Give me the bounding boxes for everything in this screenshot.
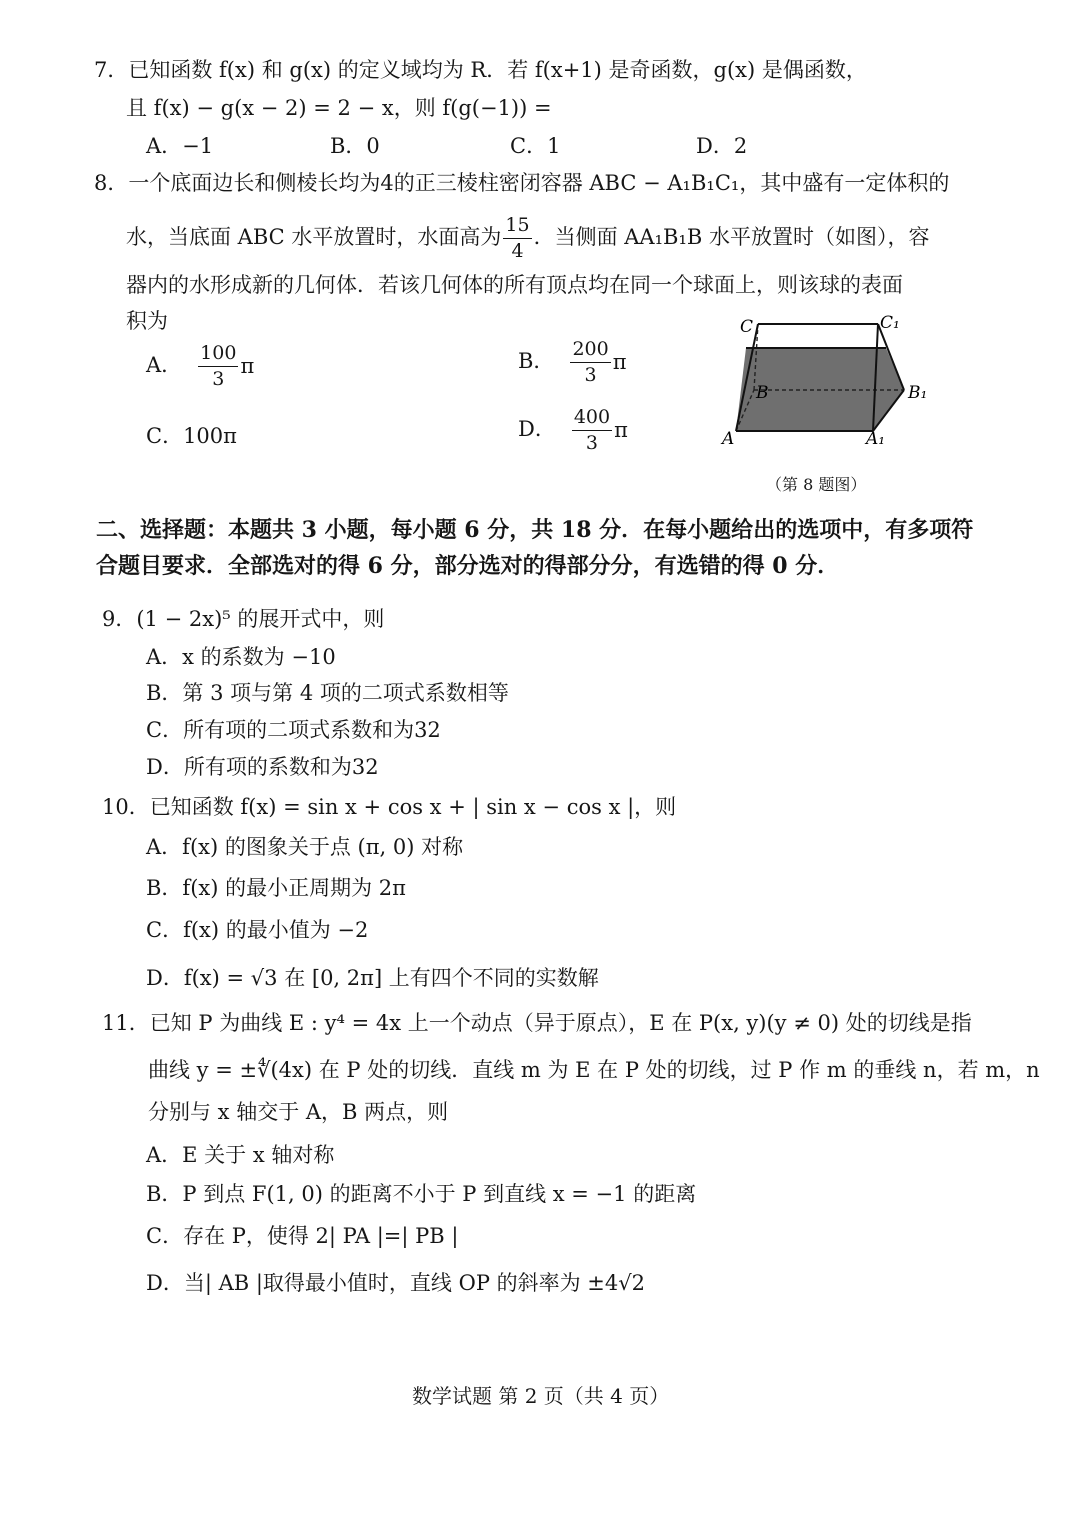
q8-option-a	[146, 344, 254, 389]
q11-option-d: D．当| AB |取得最小值时，直线 OP 的斜率为 ±4√2	[146, 1271, 646, 1295]
q8-stem-line3: 器内的水形成新的几何体．若该几何体的所有顶点均在同一个球面上，则该球的表面	[126, 273, 903, 297]
page-footer: 数学试题 第 2 页（共 4 页）	[412, 1384, 670, 1408]
section2-instructions-line2: 合题目要求．全部选对的得 6 分，部分选对的得部分分，有选错的得 0 分．	[96, 553, 840, 579]
fraction-numerator: 400	[572, 408, 612, 431]
option-label: B．	[518, 349, 555, 373]
fraction-denominator: 3	[585, 432, 599, 454]
q10-option-a: A．f(x) 的图象关于点 (π, 0) 对称	[146, 835, 464, 859]
q9-option-c: C．所有项的二项式系数和为32	[146, 718, 441, 742]
q11-option-a: A．E 关于 x 轴对称	[146, 1143, 335, 1167]
q10-option-b: B．f(x) 的最小正周期为 2π	[146, 876, 406, 900]
q8-stem-line4: 积为	[126, 309, 168, 333]
q7-option-a: A．−1	[146, 134, 214, 158]
q8-option-d	[518, 408, 628, 453]
q11-stem-line1: 11．已知 P 为曲线 E : y⁴ = 4x 上一个动点（异于原点），E 在 P(x, y)(y ≠ 0) 处的切线是指	[102, 1011, 972, 1035]
q7-option-d: D．2	[696, 134, 748, 158]
q8-line2-pre: 水，当底面 ABC 水平放置时，水面高为	[126, 225, 502, 249]
pi-symbol: π	[612, 350, 627, 374]
vertex-label-b1: B₁	[908, 383, 928, 403]
q9-option-b: B．第 3 项与第 4 项的二项式系数相等	[146, 681, 509, 705]
pi-symbol: π	[240, 354, 255, 378]
fraction-numerator: 15	[503, 216, 531, 239]
q7-option-c: C．1	[510, 134, 561, 158]
option-label: A．	[146, 353, 183, 377]
q9-option-a: A．x 的系数为 −10	[146, 645, 336, 669]
q11-option-b: B．P 到点 F(1, 0) 的距离不小于 P 到直线 x = −1 的距离	[146, 1182, 697, 1206]
vertex-label-a1: A₁	[866, 429, 886, 449]
vertex-label-c: C	[740, 317, 754, 337]
q11-option-c: C．存在 P，使得 2| PA |=| PB |	[146, 1224, 459, 1248]
q8-option-b	[518, 340, 627, 385]
fraction-denominator: 3	[212, 368, 225, 390]
q8-prism-figure	[718, 308, 928, 458]
q8-option-c: C．100π	[146, 424, 237, 448]
q7-option-b: B．0	[330, 134, 380, 158]
fraction-denominator: 4	[511, 240, 524, 262]
q7-stem-line2: 且 f(x) − g(x − 2) = 2 − x，则 f(g(−1)) =	[126, 96, 552, 120]
vertex-label-b: B	[756, 383, 769, 403]
q9-stem: 9．(1 − 2x)⁵ 的展开式中，则	[102, 607, 385, 631]
q8-stem-line1: 8．一个底面边长和侧棱长均为4的正三棱柱密闭容器 ABC − A₁B₁C₁，其中盛有一定体积的	[94, 171, 950, 195]
q8-figure-caption: （第 8 题图）	[766, 475, 867, 494]
q8-stem-line2	[126, 216, 929, 261]
vertex-label-a: A	[722, 429, 735, 449]
q10-option-c: C．f(x) 的最小值为 −2	[146, 918, 369, 942]
fraction-numerator: 100	[198, 344, 238, 367]
q10-stem: 10．已知函数 f(x) = sin x + cos x + | sin x − cos x |，则	[102, 795, 677, 819]
q10-option-d: D．f(x) = √3 在 [0, 2π] 上有四个不同的实数解	[146, 966, 599, 990]
fraction-denominator: 3	[584, 364, 597, 386]
pi-symbol: π	[614, 418, 628, 442]
option-label: D．	[518, 417, 556, 441]
q8-water-height-fraction	[503, 216, 531, 261]
section2-instructions-line1: 二、选择题：本题共 3 小题，每小题 6 分，共 18 分．在每小题给出的选项中，有多项符	[96, 517, 974, 543]
vertex-label-c1: C₁	[880, 313, 900, 333]
q8-line2-post: ．当侧面 AA₁B₁B 水平放置时（如图），容	[533, 225, 930, 249]
q9-option-d: D．所有项的系数和为32	[146, 755, 379, 779]
fraction-numerator: 200	[570, 340, 610, 363]
q11-stem-line2: 曲线 y = ±∜(4x) 在 P 处的切线．直线 m 为 E 在 P 处的切线，过 P 作 m 的垂线 n，若 m，n	[148, 1058, 1040, 1082]
q11-stem-line3: 分别与 x 轴交于 A，B 两点，则	[148, 1100, 449, 1124]
q7-stem-line1: 7．已知函数 f(x) 和 g(x) 的定义域均为 R．若 f(x+1) 是奇函数，g(x) 是偶函数，	[94, 58, 867, 82]
